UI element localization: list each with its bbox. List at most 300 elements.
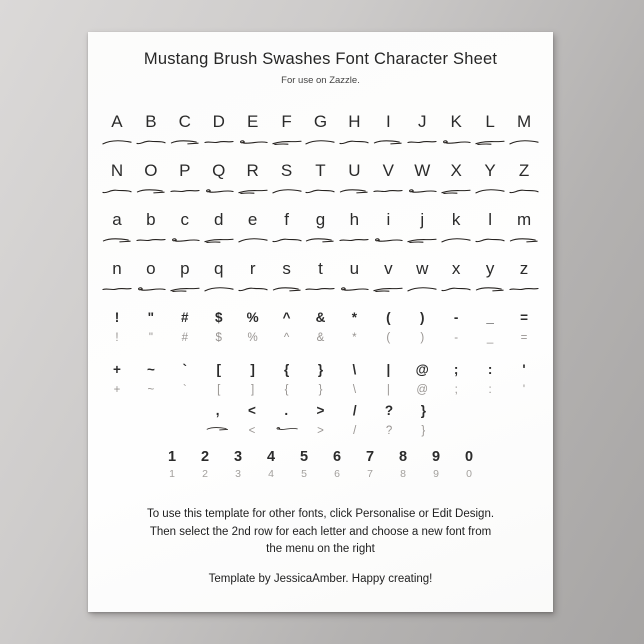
brush-swash-icon [136, 137, 166, 147]
glyph-cell [371, 161, 405, 196]
brush-swash-icon [102, 235, 132, 245]
glyph-reference: e [247, 210, 258, 229]
symbol-group [201, 402, 441, 438]
symbol-cell [406, 402, 440, 438]
brush-swash-icon [441, 235, 471, 245]
number-font-sample: 1 [169, 468, 175, 480]
glyph-reference: l [488, 210, 492, 229]
brush-swash-icon [204, 235, 234, 245]
symbol-cell [303, 402, 337, 438]
brush-swash-icon [204, 186, 234, 196]
symbol-cell [371, 309, 405, 345]
symbol-font-sample: ( [386, 332, 391, 344]
glyph-reference: R [246, 161, 259, 180]
glyph-cell [473, 210, 507, 245]
glyph-reference: r [249, 259, 256, 278]
number-font-sample: 4 [268, 468, 274, 480]
symbol-reference: + [113, 362, 121, 377]
glyph-reference: D [212, 112, 225, 131]
brush-swash-icon [339, 235, 369, 245]
instruction-line-3: the menu on the right [266, 543, 375, 555]
glyph-reference: H [348, 112, 361, 131]
symbol-reference: ) [420, 310, 425, 325]
symbol-cell [405, 309, 439, 345]
brush-swash-icon [509, 284, 539, 294]
brush-swash-icon [102, 284, 132, 294]
symbol-font-sample: # [181, 332, 188, 344]
glyph-cell [337, 112, 371, 147]
brush-swash-icon [238, 137, 268, 147]
symbol-cell [439, 361, 473, 397]
brush-swash-icon [407, 186, 437, 196]
brush-swash-icon [339, 137, 369, 147]
symbol-cell [439, 309, 473, 345]
glyph-reference: P [179, 161, 191, 180]
glyph-cell [439, 161, 473, 196]
glyph-cell [202, 259, 236, 294]
brush-swash-icon [170, 235, 200, 245]
brush-swash-icon [407, 235, 437, 245]
symbol-cell [202, 361, 236, 397]
number-reference: 4 [266, 449, 276, 465]
symbol-font-sample: } [318, 384, 323, 396]
symbol-cell [371, 361, 405, 397]
brush-swash-icon [272, 284, 302, 294]
glyph-cell [270, 210, 304, 245]
glyph-reference: S [280, 161, 293, 180]
symbol-reference: } [317, 362, 324, 377]
glyph-cell [337, 259, 371, 294]
brush-swash-icon [407, 284, 437, 294]
glyph-reference: N [110, 161, 124, 180]
symbol-reference: ' [522, 362, 526, 377]
instruction-line-1: To use this template for other fonts, click Personalise or Edit Design. [146, 508, 495, 520]
symbol-reference: ; [453, 362, 459, 377]
symbol-font-sample: | [386, 384, 390, 396]
symbol-font-sample: & [316, 332, 325, 344]
glyph-reference: I [385, 112, 391, 131]
number-reference: 1 [167, 449, 177, 465]
brush-swash-icon [373, 235, 403, 245]
symbol-cell [236, 361, 270, 397]
symbol-grid [88, 309, 553, 438]
symbol-reference: - [453, 310, 459, 325]
glyph-cell [304, 112, 338, 147]
brush-swash-icon [272, 235, 302, 245]
glyph-reference: h [349, 210, 360, 229]
symbol-cell [134, 361, 168, 397]
number-font-sample: 2 [202, 468, 208, 480]
symbol-reference: } [420, 403, 426, 418]
glyph-cell [304, 210, 338, 245]
glyph-reference: V [382, 161, 394, 180]
glyph-reference: C [178, 112, 191, 131]
brush-swash-icon [136, 284, 166, 294]
number-reference: 7 [365, 449, 375, 465]
brush-swash-icon [238, 235, 268, 245]
symbol-font-sample: ? [385, 425, 393, 437]
glyph-cell [202, 161, 236, 196]
number-font-sample: 9 [433, 468, 439, 480]
number-cell [156, 449, 189, 481]
glyph-cell [168, 210, 202, 245]
brush-swash-icon [238, 284, 268, 294]
glyph-reference: w [416, 259, 429, 278]
glyph-reference: x [451, 259, 461, 278]
symbol-reference: ` [182, 362, 188, 377]
number-reference: 5 [299, 449, 309, 465]
glyph-cell [371, 210, 405, 245]
credit-line: Template by JessicaAmber. Happy creating! [208, 572, 433, 585]
glyph-reference: X [450, 161, 462, 180]
symbol-font-sample: ] [251, 384, 255, 396]
brush-swash-icon [475, 137, 505, 147]
number-reference: 2 [200, 449, 210, 465]
glyph-cell [236, 112, 270, 147]
number-cell [222, 449, 255, 481]
glyph-cell [439, 112, 473, 147]
symbol-cell [473, 309, 507, 345]
symbol-font-sample: - [454, 332, 459, 344]
brush-swash-icon [509, 186, 539, 196]
glyph-cell [270, 259, 304, 294]
symbol-reference: ( [386, 310, 391, 325]
number-font-sample: 8 [400, 468, 406, 480]
letter-row [88, 259, 553, 294]
symbol-reference: \ [352, 362, 357, 377]
symbol-cell [100, 361, 134, 397]
number-cell [321, 449, 354, 481]
glyph-reference: K [450, 112, 462, 131]
glyph-reference: k [451, 210, 461, 229]
brush-swash-icon [170, 186, 200, 196]
number-reference: 0 [464, 449, 474, 465]
glyph-reference: Y [484, 161, 496, 180]
symbol-cell [270, 361, 304, 397]
glyph-cell [134, 161, 168, 196]
number-font-sample: 0 [466, 468, 472, 480]
brush-swash-icon [509, 235, 539, 245]
brush-swash-icon [305, 186, 335, 196]
symbol-font-sample: % [247, 332, 258, 344]
symbol-font-sample: " [148, 332, 153, 344]
glyph-cell [100, 210, 134, 245]
symbol-font-sample: ; [454, 384, 458, 396]
symbol-reference: & [315, 310, 326, 325]
symbol-font-sample: ` [182, 384, 187, 396]
symbol-reference: $ [214, 310, 223, 325]
symbol-font-sample: / [353, 425, 357, 437]
brush-swash-icon [170, 284, 200, 294]
number-cell [453, 449, 486, 481]
sheet-title: Mustang Brush Swashes Font Character Sheet [143, 50, 498, 68]
symbol-reference: ^ [282, 310, 291, 325]
symbol-font-sample: ~ [147, 384, 155, 396]
glyph-cell [337, 210, 371, 245]
symbol-font-sample: ) [420, 332, 425, 344]
glyph-reference: c [180, 210, 190, 229]
glyph-cell [100, 259, 134, 294]
symbol-cell [507, 361, 541, 397]
glyph-cell [236, 161, 270, 196]
glyph-cell [439, 210, 473, 245]
symbol-reference: ? [384, 403, 394, 418]
glyph-cell [270, 161, 304, 196]
brush-swash-icon [373, 186, 403, 196]
glyph-cell [405, 210, 439, 245]
glyph-reference: A [111, 112, 123, 131]
brush-swash-icon [102, 137, 132, 147]
glyph-reference: Z [518, 161, 530, 180]
glyph-cell [405, 112, 439, 147]
instruction-line-2: Then select the 2nd row for each letter and choose a new font from [149, 525, 492, 538]
symbol-cell [168, 361, 202, 397]
glyph-cell [270, 112, 304, 147]
glyph-reference: Q [212, 161, 226, 180]
number-cell [255, 449, 288, 481]
number-reference: 6 [332, 449, 342, 465]
symbol-reference: ! [114, 310, 120, 325]
glyph-cell [405, 259, 439, 294]
symbol-font-sample: [ [217, 384, 221, 396]
poster-sheet [88, 32, 553, 612]
brush-swash-icon [136, 235, 166, 245]
brush-swash-icon [441, 186, 471, 196]
brush-swash-icon [305, 137, 335, 147]
symbol-cell [337, 309, 371, 345]
symbol-reference: < [247, 403, 256, 418]
symbol-cell [201, 402, 235, 438]
glyph-cell [168, 112, 202, 147]
symbol-font-sample: \ [352, 384, 357, 396]
glyph-cell [100, 161, 134, 196]
glyph-reference: t [318, 259, 323, 278]
glyph-cell [473, 259, 507, 294]
brush-swash-icon [305, 284, 335, 294]
glyph-reference: s [282, 259, 291, 278]
glyph-cell [168, 259, 202, 294]
symbol-reference: * [351, 310, 358, 325]
symbol-font-sample: > [317, 425, 324, 437]
brush-swash-icon [441, 284, 471, 294]
glyph-cell [134, 112, 168, 147]
symbol-font-sample: * [352, 332, 357, 344]
symbol-font-sample: = [520, 332, 528, 344]
symbol-cell [100, 309, 134, 345]
brush-swash-icon [339, 284, 369, 294]
letter-row [88, 112, 553, 147]
brush-swash-icon [305, 235, 335, 245]
number-grid [156, 449, 486, 481]
number-font-sample: 7 [367, 468, 373, 480]
glyph-reference: B [145, 112, 157, 131]
symbol-cell [405, 361, 439, 397]
glyph-reference: E [246, 112, 259, 131]
symbol-font-sample: + [113, 384, 121, 396]
glyph-reference: q [213, 259, 224, 278]
glyph-cell [439, 259, 473, 294]
glyph-cell [507, 112, 541, 147]
symbol-font-sample: < [248, 425, 256, 437]
symbol-reference: > [316, 403, 325, 418]
symbol-reference: | [386, 362, 391, 377]
symbol-cell [168, 309, 202, 345]
symbol-font-sample: _ [486, 332, 494, 344]
brush-swash-icon [204, 284, 234, 294]
symbol-cell [473, 361, 507, 397]
glyph-cell [100, 112, 134, 147]
glyph-reference: d [213, 210, 224, 229]
glyph-cell [304, 161, 338, 196]
glyph-reference: p [180, 259, 190, 278]
glyph-reference: u [349, 259, 360, 278]
glyph-cell [134, 210, 168, 245]
glyph-cell [371, 112, 405, 147]
glyph-reference: U [348, 161, 361, 180]
symbol-reference: = [520, 310, 528, 325]
number-reference: 9 [431, 449, 441, 465]
symbol-cell [235, 402, 269, 438]
letter-row [88, 210, 553, 245]
symbol-cell [304, 309, 338, 345]
glyph-reference: L [485, 112, 495, 131]
glyph-reference: G [313, 112, 328, 131]
glyph-cell [202, 112, 236, 147]
glyph-cell [507, 210, 541, 245]
brush-swash-icon [136, 186, 166, 196]
glyph-reference: M [516, 112, 532, 131]
glyph-reference: b [146, 210, 156, 229]
symbol-reference: / [352, 403, 357, 418]
brush-swash-icon [509, 137, 539, 147]
symbol-group [88, 309, 553, 345]
glyph-cell [371, 259, 405, 294]
glyph-cell [304, 259, 338, 294]
symbol-reference: @ [415, 362, 429, 377]
glyph-reference: m [516, 210, 532, 229]
symbol-cell [236, 309, 270, 345]
number-cell [387, 449, 420, 481]
symbol-reference: # [181, 310, 189, 325]
symbol-reference: ] [250, 362, 255, 377]
number-font-sample: 5 [301, 468, 307, 480]
symbol-cell [372, 402, 406, 438]
sheet-subtitle: For use on Zazzle. [281, 75, 360, 86]
number-font-sample: 3 [235, 468, 241, 480]
glyph-reference: i [386, 210, 391, 229]
glyph-cell [236, 210, 270, 245]
number-cell [354, 449, 387, 481]
glyph-cell [405, 161, 439, 196]
symbol-cell [270, 309, 304, 345]
usage-instructions [88, 506, 553, 559]
letter-row [88, 161, 553, 196]
symbol-reference: { [283, 362, 290, 377]
symbol-font-sample: ^ [283, 332, 290, 344]
symbol-cell [507, 309, 541, 345]
number-cell [288, 449, 321, 481]
brush-swash-icon [238, 186, 268, 196]
glyph-reference: o [146, 259, 156, 278]
brush-swash-icon [275, 424, 298, 433]
glyph-cell [337, 161, 371, 196]
symbol-cell [202, 309, 236, 345]
glyph-reference: v [384, 259, 393, 278]
number-cell [420, 449, 453, 481]
symbol-font-sample: { [284, 384, 289, 396]
brush-swash-icon [373, 137, 403, 147]
glyph-cell [202, 210, 236, 245]
symbol-cell [338, 402, 372, 438]
glyph-cell [507, 161, 541, 196]
symbol-font-sample: } [421, 425, 426, 437]
brush-swash-icon [204, 137, 234, 147]
symbol-font-sample: $ [215, 332, 222, 344]
brush-swash-icon [407, 137, 437, 147]
number-reference: 3 [233, 449, 243, 465]
glyph-cell [473, 161, 507, 196]
glyph-reference: W [414, 161, 431, 180]
brush-swash-icon [475, 284, 505, 294]
symbol-cell [134, 309, 168, 345]
symbol-font-sample: : [488, 384, 492, 396]
glyph-cell [236, 259, 270, 294]
symbol-cell [269, 402, 303, 438]
symbol-reference: [ [216, 362, 221, 377]
brush-swash-icon [170, 137, 200, 147]
symbol-reference: % [246, 310, 259, 325]
glyph-reference: O [144, 161, 158, 180]
symbol-cell [304, 361, 338, 397]
glyph-cell [507, 259, 541, 294]
glyph-cell [134, 259, 168, 294]
brush-swash-icon [373, 284, 403, 294]
symbol-group [88, 361, 553, 397]
symbol-reference: : [487, 362, 493, 377]
symbol-reference: _ [486, 310, 494, 325]
number-reference: 8 [398, 449, 408, 465]
letter-grid [88, 112, 553, 294]
glyph-reference: J [418, 112, 427, 131]
glyph-reference: F [281, 112, 292, 131]
glyph-reference: n [112, 259, 122, 278]
glyph-reference: y [485, 259, 495, 278]
brush-swash-icon [339, 186, 369, 196]
brush-swash-icon [441, 137, 471, 147]
glyph-reference: T [315, 161, 326, 180]
glyph-cell [473, 112, 507, 147]
brush-swash-icon [102, 186, 132, 196]
glyph-cell [168, 161, 202, 196]
glyph-reference: f [284, 210, 289, 229]
symbol-reference: " [147, 310, 155, 325]
brush-swash-icon [272, 186, 302, 196]
symbol-font-sample: ' [522, 384, 526, 396]
glyph-reference: z [519, 259, 529, 278]
symbol-reference: . [284, 403, 289, 418]
symbol-font-sample: @ [416, 384, 429, 396]
symbol-reference: , [215, 403, 220, 418]
symbol-font-sample: ! [115, 332, 119, 344]
brush-swash-icon [206, 424, 229, 433]
symbol-cell [337, 361, 371, 397]
number-cell [189, 449, 222, 481]
brush-swash-icon [475, 235, 505, 245]
brush-swash-icon [475, 186, 505, 196]
brush-swash-icon [272, 137, 302, 147]
glyph-reference: g [315, 210, 326, 229]
glyph-reference: a [112, 210, 122, 229]
